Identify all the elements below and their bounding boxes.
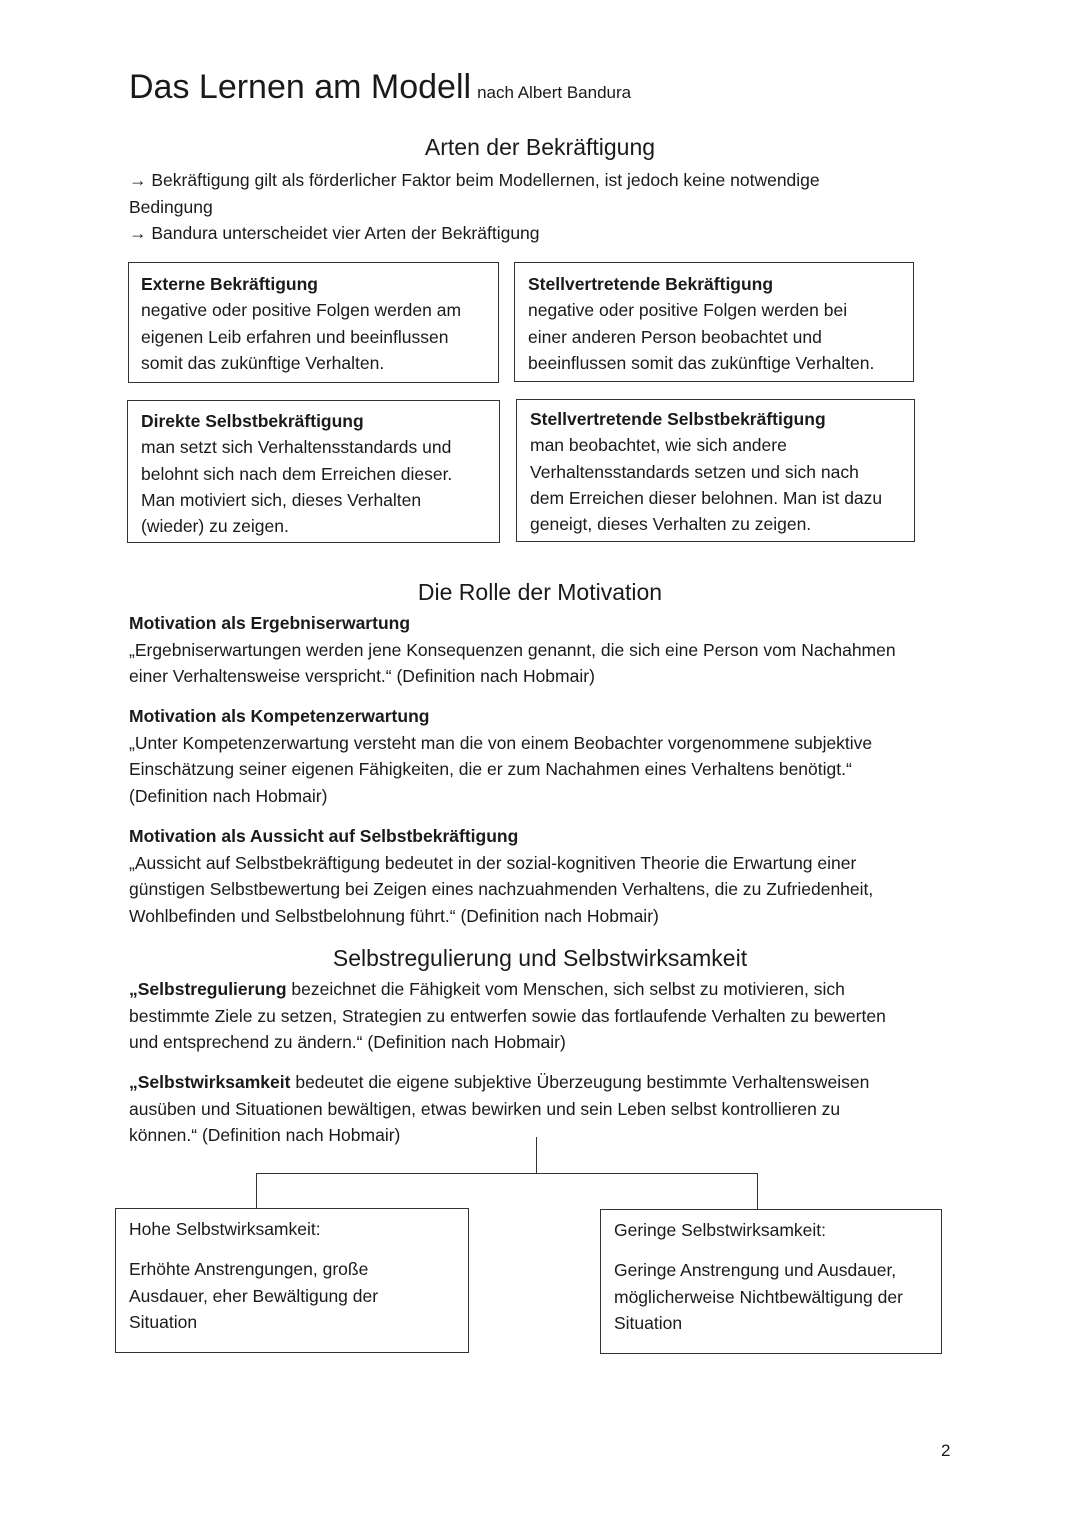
motivation-item-title: Motivation als Aussicht auf Selbstbekräftigung — [129, 826, 519, 846]
title-subtitle: nach Albert Bandura — [477, 83, 632, 102]
box-title: Externe Bekräftigung — [141, 274, 318, 294]
motivation-item-line: „Unter Kompetenzerwartung versteht man die von einem Beobachter vorgenommene subjektive — [129, 732, 873, 753]
page-title — [129, 68, 631, 107]
motivation-item-selbstbekraeftigung — [129, 823, 1009, 929]
motivation-item-line: Einschätzung seiner eigenen Fähigkeiten, die er zum Nachahmen eines Verhaltens benötigt.“ — [129, 759, 852, 779]
quote-open: „ — [129, 979, 138, 999]
box-line: Situation — [129, 1311, 198, 1332]
box-line: geneigt, dieses Verhalten zu zeigen. — [530, 514, 812, 535]
quote-open: „ — [129, 1072, 138, 1092]
box-line: einer anderen Person beobachtet und — [528, 326, 822, 347]
definition-line: bestimmte Ziele zu setzen, Strategien zu entwerfen sowie das fortlaufende Verhalten zu bewerten — [129, 1005, 886, 1026]
box-line: negative oder positive Folgen werden am — [141, 300, 462, 321]
box-line: man beobachtet, wie sich andere — [530, 435, 787, 456]
box-line: belohnt sich nach dem Erreichen dieser. — [141, 463, 453, 484]
term-selbstwirksamkeit: Selbstwirksamkeit — [137, 1072, 291, 1092]
box-line: eigenen Leib erfahren und beeinflussen — [141, 326, 449, 347]
connector-left — [256, 1173, 257, 1208]
box-stellvertretende-bekraeftigung — [514, 262, 914, 382]
definition-line — [129, 976, 1009, 1003]
title-main: Das Lernen am Modell — [129, 68, 472, 106]
box-line: Man motiviert sich, dieses Verhalten — [141, 489, 422, 510]
box-title: Stellvertretende Selbstbekräftigung — [530, 409, 826, 429]
box-line: möglicherweise Nichtbewältigung der — [614, 1286, 903, 1307]
motivation-item-line: Wohlbefinden und Selbstbelohnung führt.“ (Definition nach Hobmair) — [129, 905, 659, 926]
motivation-item-line: einer Verhaltensweise verspricht.“ (Definition nach Hobmair) — [129, 666, 595, 686]
box-title: Stellvertretende Bekräftigung — [528, 274, 774, 294]
box-line: (wieder) zu zeigen. — [141, 516, 289, 537]
definition-text: bezeichnet die Fähigkeit vom Menschen, sich selbst zu motivieren, sich — [286, 979, 845, 999]
connector-stem — [536, 1137, 537, 1174]
box-title: Hohe Selbstwirksamkeit: — [129, 1219, 321, 1239]
motivation-item-title: Motivation als Kompetenzerwartung — [129, 706, 430, 726]
definition-line: ausüben und Situationen bewältigen, etwas bewirken und sein Leben selbst kontrollieren zu — [129, 1098, 841, 1119]
box-line: Erhöhte Anstrengungen, große — [129, 1259, 369, 1280]
definition-selbstregulierung — [129, 976, 1009, 1056]
page-number: 2 — [941, 1441, 951, 1460]
definition-line — [129, 1069, 1009, 1096]
box-line: dem Erreichen dieser belohnen. Man ist dazu — [530, 487, 883, 508]
box-line: Verhaltensstandards setzen und sich nach — [530, 461, 859, 482]
section-heading-selbstregulierung: Selbstregulierung und Selbstwirksamkeit — [332, 945, 748, 971]
box-line: somit das zukünftige Verhalten. — [141, 352, 385, 373]
motivation-item-line: „Ergebniserwartungen werden jene Konsequenzen genannt, die sich eine Person vom Nachahmen — [129, 639, 896, 660]
box-title: Direkte Selbstbekräftigung — [141, 411, 364, 431]
box-hohe-selbstwirksamkeit — [115, 1208, 469, 1353]
box-title: Geringe Selbstwirksamkeit: — [614, 1220, 827, 1240]
box-line: Situation — [614, 1312, 683, 1333]
motivation-item-title: Motivation als Ergebniserwartung — [129, 613, 411, 633]
box-direkte-selbstbekraeftigung — [127, 400, 500, 543]
definition-selbstwirksamkeit — [129, 1069, 1009, 1149]
motivation-item-line: günstigen Selbstbewertung bei Zeigen eines nachzuahmenden Verhaltens, die zu Zufriedenheit, — [129, 879, 874, 899]
motivation-item-kompetenzerwartung — [129, 703, 1009, 809]
box-line: Geringe Anstrengung und Ausdauer, — [614, 1260, 897, 1281]
section1-intro — [129, 167, 1009, 247]
motivation-item-ergebniserwartung — [129, 610, 1009, 690]
box-line: beeinflussen somit das zukünftige Verhalten. — [528, 352, 875, 373]
definition-line: und entsprechend zu ändern.“ (Definition nach Hobmair) — [129, 1032, 566, 1052]
box-stellvertretende-selbstbekraeftigung — [516, 399, 915, 542]
box-geringe-selbstwirksamkeit — [600, 1209, 942, 1354]
intro-line: → Bandura unterscheidet vier Arten der Bekräftigung — [129, 223, 540, 243]
definition-line: können.“ (Definition nach Hobmair) — [129, 1125, 401, 1145]
box-line: Ausdauer, eher Bewältigung der — [129, 1285, 379, 1306]
definition-text: bedeutet die eigene subjektive Überzeugung bestimmte Verhaltensweisen — [290, 1072, 870, 1092]
term-selbstregulierung: Selbstregulierung — [137, 979, 287, 999]
intro-line: → Bekräftigung gilt als förderlicher Faktor beim Modellernen, ist jedoch keine notwendige — [129, 170, 820, 190]
connector-right — [757, 1173, 758, 1209]
box-externe-bekraeftigung — [128, 262, 499, 383]
section-heading-bekraeftigung: Arten der Bekräftigung — [424, 134, 656, 160]
box-line: man setzt sich Verhaltensstandards und — [141, 437, 452, 458]
connector-horizontal — [256, 1173, 758, 1174]
motivation-item-line: (Definition nach Hobmair) — [129, 785, 328, 806]
motivation-item-line: „Aussicht auf Selbstbekräftigung bedeutet in der sozial-kognitiven Theorie die Erwartung einer — [129, 852, 857, 873]
intro-line: Bedingung — [129, 196, 213, 217]
section-heading-motivation: Die Rolle der Motivation — [417, 579, 663, 605]
box-line: negative oder positive Folgen werden bei — [528, 300, 848, 321]
